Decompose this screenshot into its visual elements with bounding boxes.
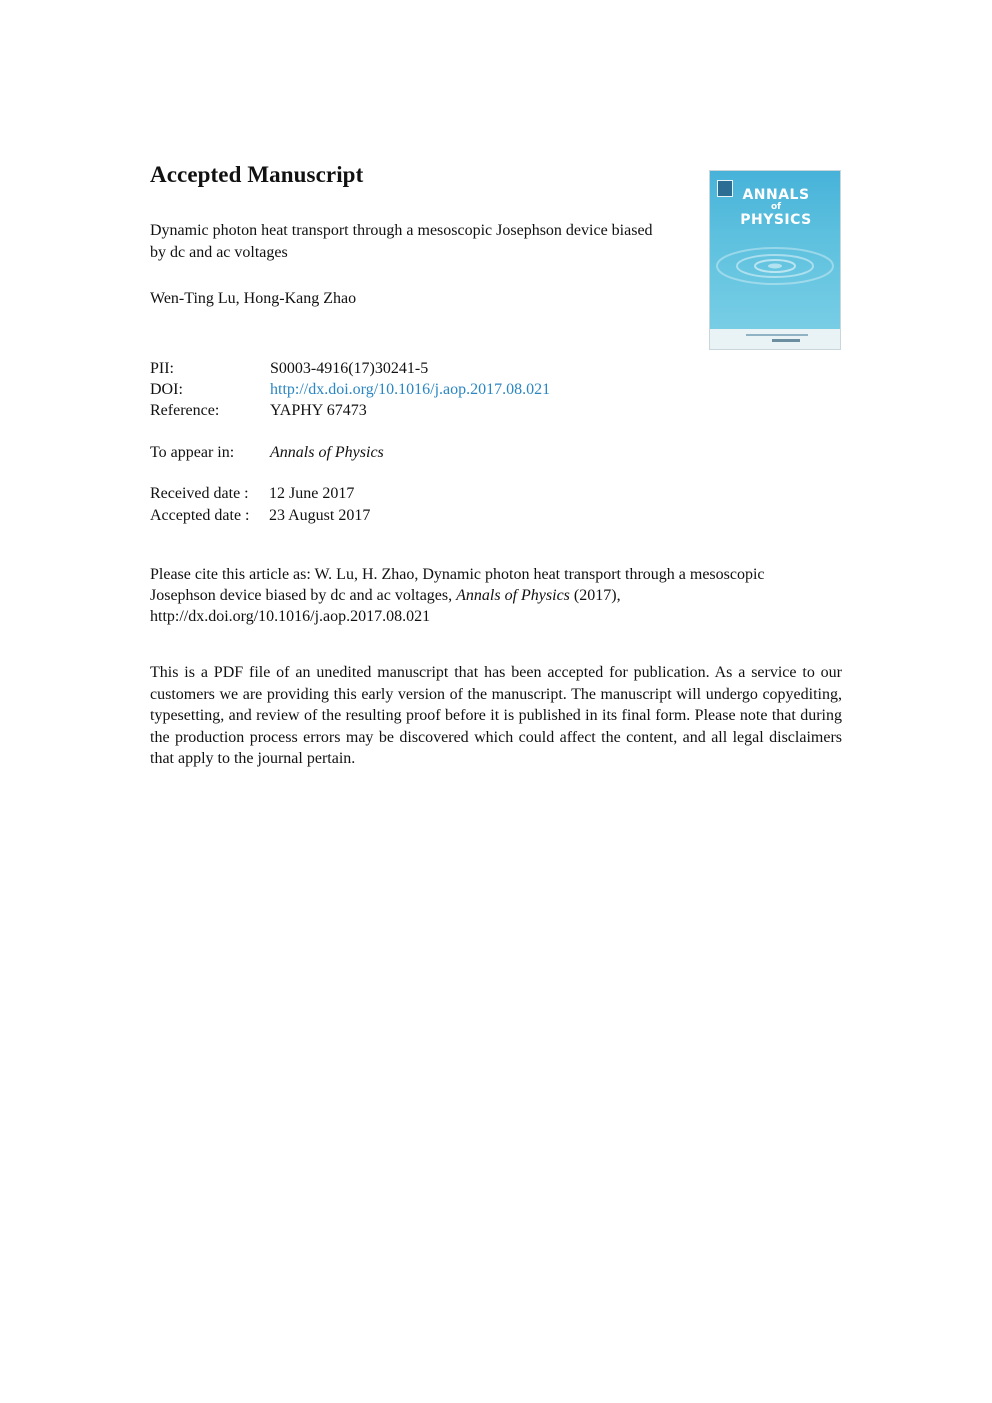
- cover-footer-brand-mark: [772, 339, 800, 342]
- doi-label: DOI:: [150, 381, 183, 398]
- accepted-row: [150, 505, 370, 526]
- cover-journal-title: [710, 188, 841, 227]
- citation-year: (2017),: [573, 587, 621, 604]
- received-row: [150, 483, 354, 504]
- cover-footer-text-line: [746, 334, 808, 336]
- accepted-value: 23 August 2017: [269, 507, 371, 524]
- reference-value: YAPHY 67473: [270, 402, 367, 419]
- citation-paragraph: [150, 564, 830, 627]
- cover-title-line1: ANNALS: [742, 187, 810, 203]
- received-label: Received date :: [150, 485, 249, 502]
- doi-link[interactable]: http://dx.doi.org/10.1016/j.aop.2017.08.021: [270, 381, 551, 398]
- doi-row: [150, 379, 550, 400]
- appear-journal: Annals of Physics: [270, 444, 384, 461]
- cover-footer-band: [710, 329, 840, 349]
- reference-row: [150, 400, 367, 421]
- journal-cover-image: [709, 170, 841, 350]
- cover-title-line3: PHYSICS: [740, 212, 812, 228]
- citation-prefix: Please cite this article as: W. Lu, H. Zhao, Dynamic photon heat transport through a mesoscopic Josephson device biased by dc and ac voltages,: [150, 566, 765, 604]
- pii-label: PII:: [150, 360, 174, 377]
- pii-value: S0003-4916(17)30241-5: [270, 360, 429, 377]
- accepted-label: Accepted date :: [150, 507, 250, 524]
- cover-title-line2: of: [770, 202, 782, 212]
- citation-journal: Annals of Physics: [456, 587, 570, 604]
- citation-doi: http://dx.doi.org/10.1016/j.aop.2017.08.021: [150, 608, 431, 625]
- appear-label: To appear in:: [150, 444, 235, 461]
- pii-row: [150, 358, 428, 379]
- disclaimer-paragraph: This is a PDF file of an unedited manuscript that has been accepted for publication. As a service to our customers we are providing this early version of the manuscript. The manuscript will undergo copyediting, typesetting, and review of the resulting proof before it is published in its final form. Please note that during the production process errors may be discovered which could affect the content, and all legal disclaimers that apply to the journal pertain.: [150, 664, 842, 767]
- received-value: 12 June 2017: [269, 485, 355, 502]
- page-heading: Accepted Manuscript: [150, 162, 364, 187]
- reference-label: Reference:: [150, 402, 220, 419]
- article-title: Dynamic photon heat transport through a mesoscopic Josephson device biased by dc and ac voltages: [150, 222, 653, 261]
- appear-row: [150, 442, 384, 463]
- author-list: Wen-Ting Lu, Hong-Kang Zhao: [150, 290, 357, 307]
